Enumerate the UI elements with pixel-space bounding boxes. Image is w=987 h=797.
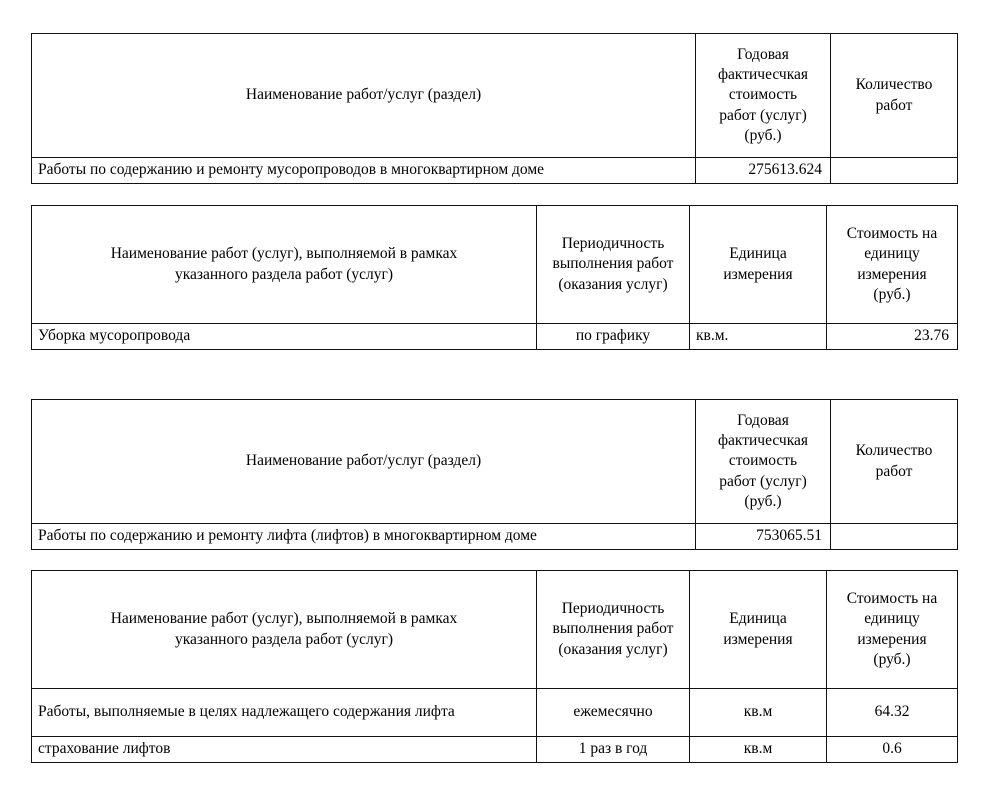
header-line: Единица <box>729 245 787 263</box>
header-line: работ (услуг) <box>719 106 807 124</box>
table-header-row <box>32 34 958 158</box>
header-line: Наименование работ (услуг), выполняемой в рамках <box>110 610 458 628</box>
header-line: стоимость <box>728 86 798 104</box>
header-line: указанного раздела работ (услуг) <box>174 630 394 648</box>
header-line: фактичесчкая <box>717 432 809 450</box>
header-line: Периодичность <box>561 235 665 253</box>
column-header-unit <box>690 571 827 689</box>
cell-unit: кв.м <box>690 689 827 737</box>
header-line: измерения <box>723 630 793 648</box>
header-line: (руб.) <box>744 492 782 510</box>
table-header-row <box>32 571 958 689</box>
table-header-row <box>32 206 958 324</box>
works-detail-table-elevator <box>31 570 958 763</box>
header-line: Годовая <box>737 46 789 64</box>
cell-unit-price: 23.76 <box>827 324 958 350</box>
column-header-work-name: Наименование работ/услуг (раздел) <box>32 400 696 524</box>
column-header-work-name: Наименование работ/услуг (раздел) <box>32 34 696 158</box>
column-header-unit-price <box>827 571 958 689</box>
header-line: (оказания услуг) <box>558 640 668 658</box>
cell-annual-cost: 753065.51 <box>696 524 831 550</box>
table-header-row <box>32 400 958 524</box>
header-line: Годовая <box>737 412 789 430</box>
header-line: Периодичность <box>561 600 665 618</box>
column-header-work-count <box>831 34 958 158</box>
header-line: Наименование работ (услуг), выполняемой в рамках <box>110 245 458 263</box>
header-line: единицу <box>864 245 920 263</box>
header-line: Стоимость на <box>846 590 938 608</box>
cell-work-name: страхование лифтов <box>32 737 537 763</box>
column-header-annual-cost <box>696 400 831 524</box>
header-line: Единица <box>729 610 787 628</box>
cell-unit-price: 0.6 <box>827 737 958 763</box>
header-line: работ (услуг) <box>719 472 807 490</box>
column-header-work-count <box>831 400 958 524</box>
header-line: выполнения работ <box>552 255 674 273</box>
cell-work-name: Работы по содержанию и ремонту лифта (лифтов) в многоквартирном доме <box>32 524 696 550</box>
header-line: (руб.) <box>744 126 782 144</box>
cell-work-name: Уборка мусоропровода <box>32 324 537 350</box>
cell-work-name: Работы, выполняемые в целях надлежащего содержания лифта <box>32 689 537 737</box>
cell-work-count <box>831 158 958 184</box>
header-line: (оказания услуг) <box>558 275 668 293</box>
header-line: измерения <box>857 265 927 283</box>
header-line: указанного раздела работ (услуг) <box>174 265 394 283</box>
column-header-work-name <box>32 571 537 689</box>
cell-work-name: Работы по содержанию и ремонту мусоропроводов в многоквартирном доме <box>32 158 696 184</box>
cell-periodicity: 1 раз в год <box>537 737 690 763</box>
header-line: (руб.) <box>873 650 911 668</box>
header-line: единицу <box>864 610 920 628</box>
header-line: Количество <box>855 442 933 460</box>
cell-work-count <box>831 524 958 550</box>
header-line: стоимость <box>728 452 798 470</box>
header-line: Количество <box>855 76 933 94</box>
cell-unit: кв.м <box>690 737 827 763</box>
header-line: работ <box>875 96 913 114</box>
header-line: измерения <box>857 630 927 648</box>
header-line: фактичесчкая <box>717 66 809 84</box>
table-row <box>32 324 958 350</box>
cell-annual-cost: 275613.624 <box>696 158 831 184</box>
works-detail-table-refuse-chute <box>31 205 958 350</box>
table-row <box>32 689 958 737</box>
section-summary-table-elevator <box>31 399 958 550</box>
header-line: работ <box>875 462 913 480</box>
column-header-unit <box>690 206 827 324</box>
column-header-periodicity <box>537 206 690 324</box>
column-header-periodicity <box>537 571 690 689</box>
header-line: (руб.) <box>873 285 911 303</box>
cell-unit-price: 64.32 <box>827 689 958 737</box>
header-line: измерения <box>723 265 793 283</box>
table-row <box>32 524 958 550</box>
table-row <box>32 158 958 184</box>
column-header-annual-cost <box>696 34 831 158</box>
column-header-unit-price <box>827 206 958 324</box>
cell-periodicity: ежемесячно <box>537 689 690 737</box>
column-header-work-name <box>32 206 537 324</box>
table-row <box>32 737 958 763</box>
header-line: выполнения работ <box>552 620 674 638</box>
section-summary-table-refuse-chute <box>31 33 958 184</box>
cell-unit: кв.м. <box>690 324 827 350</box>
cell-periodicity: по графику <box>537 324 690 350</box>
header-line: Стоимость на <box>846 225 938 243</box>
